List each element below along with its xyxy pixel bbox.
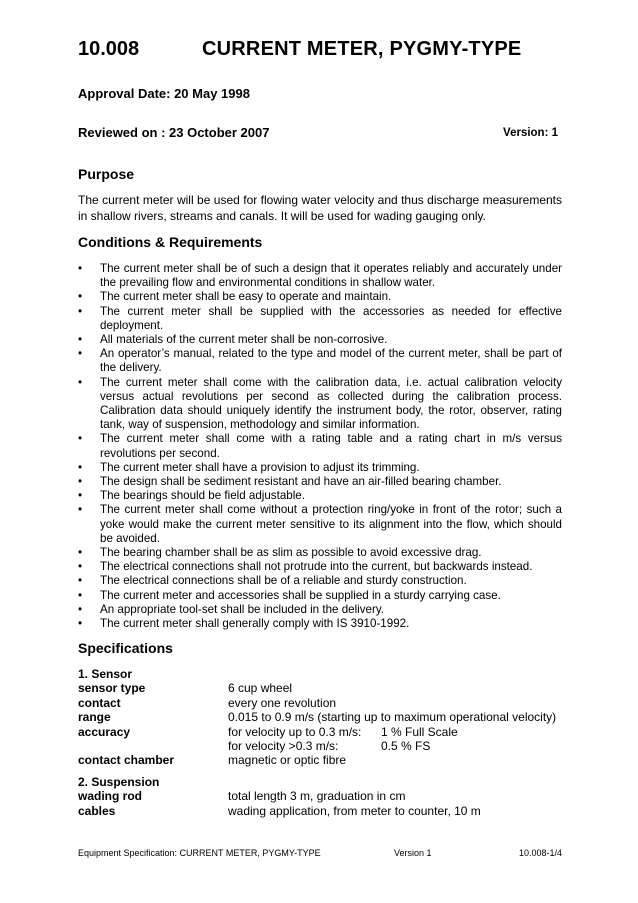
bullet-icon: • <box>78 375 83 389</box>
requirement-item <box>78 560 562 574</box>
specifications-heading: Specifications <box>78 640 173 656</box>
footer-page-number: 10.008-1/4 <box>518 848 562 858</box>
spec-key: range <box>78 710 111 725</box>
approval-date: Approval Date: 20 May 1998 <box>78 86 250 101</box>
reviewed-date: Reviewed on : 23 October 2007 <box>78 125 270 140</box>
bullet-icon: • <box>78 489 83 503</box>
conditions-heading: Conditions & Requirements <box>78 234 263 250</box>
spec-key: contact <box>78 695 121 710</box>
accuracy-value-2: 0.5 % FS <box>381 739 431 754</box>
spec-value: total length 3 m, graduation in cm <box>228 789 406 804</box>
spec-key: accuracy <box>78 724 131 739</box>
spec-row-range <box>78 710 562 724</box>
sensor-section-title: 1. Sensor <box>78 667 133 681</box>
requirement-item <box>78 546 562 560</box>
requirement-text: An operator’s manual, related to the type and model of the current meter, shall be part of the delivery. <box>100 347 562 375</box>
purpose-text: The current meter will be used for flowing water velocity and thus discharge measurements in shallow rivers, streams and canals. It will be used for wading gauging only. <box>78 193 562 223</box>
bullet-icon: • <box>78 602 83 616</box>
bullet-icon: • <box>78 432 83 446</box>
footer-document-name: Equipment Specification: CURRENT METER, PYGMY-TYPE <box>78 848 321 858</box>
spec-value <box>228 739 562 753</box>
requirement-item <box>78 589 562 603</box>
purpose-heading: Purpose <box>78 166 135 182</box>
accuracy-condition-1: for velocity up to 0.3 m/s: <box>228 724 362 739</box>
spec-key-empty <box>78 739 228 753</box>
requirement-item <box>78 489 562 503</box>
requirement-text: The current meter shall be supplied with the accessories as needed for effective deployment. <box>100 304 562 332</box>
requirement-item <box>78 617 562 631</box>
requirements-list <box>78 262 562 631</box>
requirement-text: The bearing chamber shall be as slim as possible to avoid excessive drag. <box>100 546 482 560</box>
document-header <box>78 38 578 64</box>
requirement-text: The current meter and accessories shall be supplied in a sturdy carrying case. <box>100 588 501 602</box>
requirement-text: The electrical connections shall not protrude into the current, but backwards instead. <box>100 560 533 574</box>
bullet-icon: • <box>78 546 83 560</box>
requirement-text: The current meter shall be of such a design that it operates reliably and accurately under the prevailing flow and environmental conditions in shallow water. <box>100 262 562 290</box>
sensor-spec-block <box>78 667 562 768</box>
requirement-item <box>78 432 562 460</box>
requirement-text: The current meter shall be easy to operate and maintain. <box>100 290 392 304</box>
bullet-icon: • <box>78 503 83 517</box>
requirement-item <box>78 333 562 347</box>
bullet-icon: • <box>78 333 83 347</box>
spec-row-contact <box>78 696 562 710</box>
spec-row-accuracy-2 <box>78 739 562 753</box>
requirement-item <box>78 503 562 546</box>
spec-value <box>228 725 562 739</box>
bullet-icon: • <box>78 304 83 318</box>
requirement-item <box>78 461 562 475</box>
requirement-text: The current meter shall have a provision to adjust its trimming. <box>100 460 420 474</box>
spec-row-accuracy <box>78 725 562 739</box>
spec-row-sensor-type <box>78 681 562 695</box>
accuracy-value-1: 1 % Full Scale <box>381 724 458 739</box>
requirement-text: The current meter shall come with a rating table and a rating chart in m/s versus revolutions per second. <box>100 432 562 460</box>
requirement-item <box>78 603 562 617</box>
requirement-text: The current meter shall come with the calibration data, i.e. actual calibration velocity versus actual revolutions per second as collected during the calibration process. Calibration data should uniquely identify the instrument body, the rotor, observer, rating tank, way of suspension, methodology and similar information. <box>100 375 562 432</box>
spec-key: cables <box>78 803 116 818</box>
bullet-icon: • <box>78 560 83 574</box>
spec-value: every one revolution <box>228 695 337 710</box>
requirement-item <box>78 290 562 304</box>
spec-value: wading application, from meter to counter, 10 m <box>228 803 481 818</box>
spec-row-contact-chamber <box>78 753 562 767</box>
requirement-text: The design shall be sediment resistant and have an air-filled bearing chamber. <box>100 475 502 489</box>
spec-number: 10.008 <box>78 38 140 60</box>
requirement-item <box>78 305 562 333</box>
spec-key: sensor type <box>78 681 146 696</box>
spec-value: 6 cup wheel <box>228 681 293 696</box>
bullet-icon: • <box>78 588 83 602</box>
requirement-text: The electrical connections shall be of a reliable and sturdy construction. <box>100 574 467 588</box>
requirement-item <box>78 475 562 489</box>
spec-key: wading rod <box>78 789 142 804</box>
accuracy-condition-2: for velocity >0.3 m/s: <box>228 739 339 754</box>
bullet-icon: • <box>78 290 83 304</box>
suspension-spec-block <box>78 775 562 818</box>
bullet-icon: • <box>78 460 83 474</box>
requirement-text: The current meter shall come without a protection ring/yoke in front of the rotor; such a yoke would make the current meter sensitive to its alignment into the flow, which should be avoided. <box>100 503 562 545</box>
requirement-text: An appropriate tool-set shall be included in the delivery. <box>100 602 385 616</box>
bullet-icon: • <box>78 347 83 361</box>
spec-value: 0.015 to 0.9 m/s (starting up to maximum operational velocity) <box>228 710 557 725</box>
requirement-item <box>78 574 562 588</box>
bullet-icon: • <box>78 574 83 588</box>
spec-row-cables <box>78 804 562 818</box>
suspension-section-title: 2. Suspension <box>78 775 160 789</box>
requirement-text: The current meter shall generally comply with IS 3910-1992. <box>100 617 410 631</box>
spec-row-wading-rod <box>78 789 562 803</box>
bullet-icon: • <box>78 617 83 631</box>
requirement-item <box>78 262 562 290</box>
bullet-icon: • <box>78 475 83 489</box>
spec-value: magnetic or optic fibre <box>228 753 347 768</box>
footer-version: Version 1 <box>394 848 432 858</box>
requirement-text: All materials of the current meter shall be non-corrosive. <box>100 333 388 347</box>
requirement-item <box>78 376 562 433</box>
spec-key: contact chamber <box>78 753 175 768</box>
requirement-text: The bearings should be field adjustable. <box>100 489 305 503</box>
bullet-icon: • <box>78 262 83 275</box>
requirement-item <box>78 347 562 375</box>
version-label: Version: 1 <box>503 127 558 139</box>
document-title: CURRENT METER, PYGMY-TYPE <box>202 38 522 60</box>
